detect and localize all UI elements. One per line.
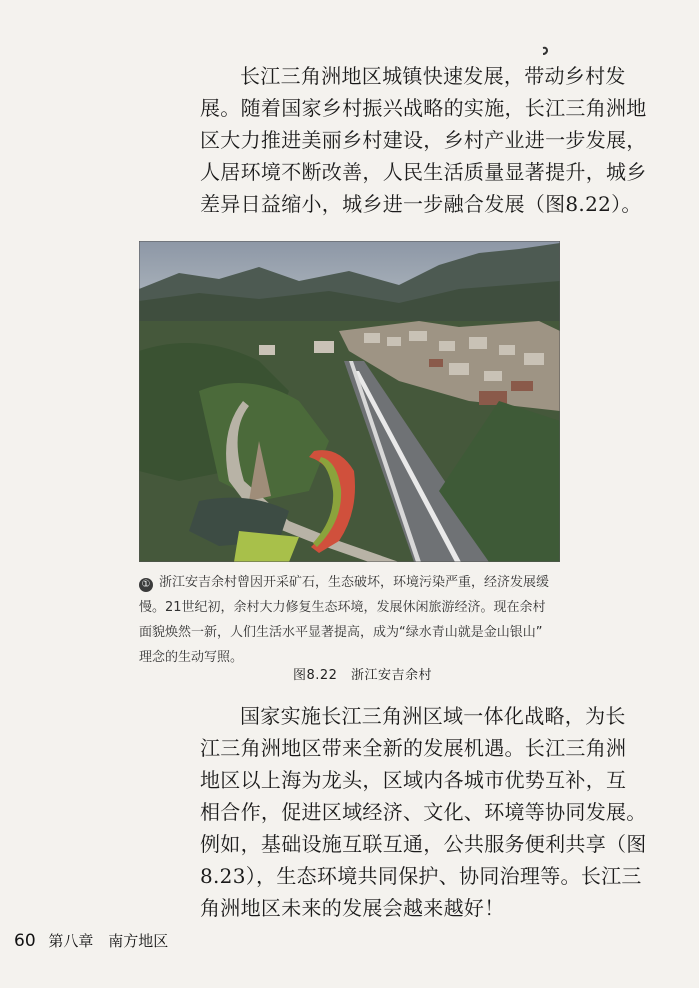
- paragraph-line: 区大力推进美丽乡村建设，乡村产业进一步发展，: [200, 128, 647, 152]
- ink-mark: [541, 46, 551, 56]
- page-number: 60: [14, 931, 36, 951]
- caption-line: 理念的生动写照。: [139, 650, 244, 665]
- chapter-label: 第八章: [48, 932, 94, 950]
- figure-caption: [139, 570, 564, 670]
- note-badge: ①: [139, 578, 153, 592]
- paragraph-line: 角洲地区未来的发展会越来越好！: [200, 896, 505, 920]
- paragraph-line: 展。随着国家乡村振兴战略的实施，长江三角洲地: [200, 96, 647, 120]
- page-footer: [14, 930, 168, 951]
- village-aerial-photo: [139, 241, 560, 562]
- strategy-paragraph: [200, 700, 647, 924]
- paragraph-line: 地区以上海为龙头，区域内各城市优势互补，互: [200, 768, 627, 792]
- paragraph-line: 长江三角洲地区城镇快速发展，带动乡村发: [240, 64, 626, 88]
- figure-title: 图8.22 浙江安吉余村: [293, 668, 432, 683]
- paragraph-line: 8.23），生态环境共同保护、协同治理等。长江三: [200, 864, 642, 888]
- caption-line: 慢。21世纪初，余村大力修复生态环境，发展休闲旅游经济。现在余村: [139, 600, 546, 615]
- paragraph-line: 差异日益缩小，城乡进一步融合发展（图8.22）。: [200, 192, 642, 216]
- paragraph-line: 人居环境不断改善，人民生活质量显著提升，城乡: [200, 160, 647, 184]
- caption-line: [139, 570, 564, 595]
- paragraph-line: 江三角洲地区带来全新的发展机遇。长江三角洲: [200, 736, 627, 760]
- section-label: 南方地区: [108, 932, 169, 950]
- caption-text: 浙江安吉余村曾因开采矿石，生态破坏，环境污染严重，经济发展缓: [159, 575, 550, 590]
- paragraph-line: 相合作，促进区域经济、文化、环境等协同发展。: [200, 800, 647, 824]
- caption-line: 面貌焕然一新，人们生活水平显著提高，成为“绿水青山就是金山银山”: [139, 625, 543, 640]
- paragraph-line: 国家实施长江三角洲区域一体化战略，为长: [240, 704, 626, 728]
- intro-paragraph: [200, 60, 647, 220]
- paragraph-line: 例如，基础设施互联互通，公共服务便利共享（图: [200, 832, 647, 856]
